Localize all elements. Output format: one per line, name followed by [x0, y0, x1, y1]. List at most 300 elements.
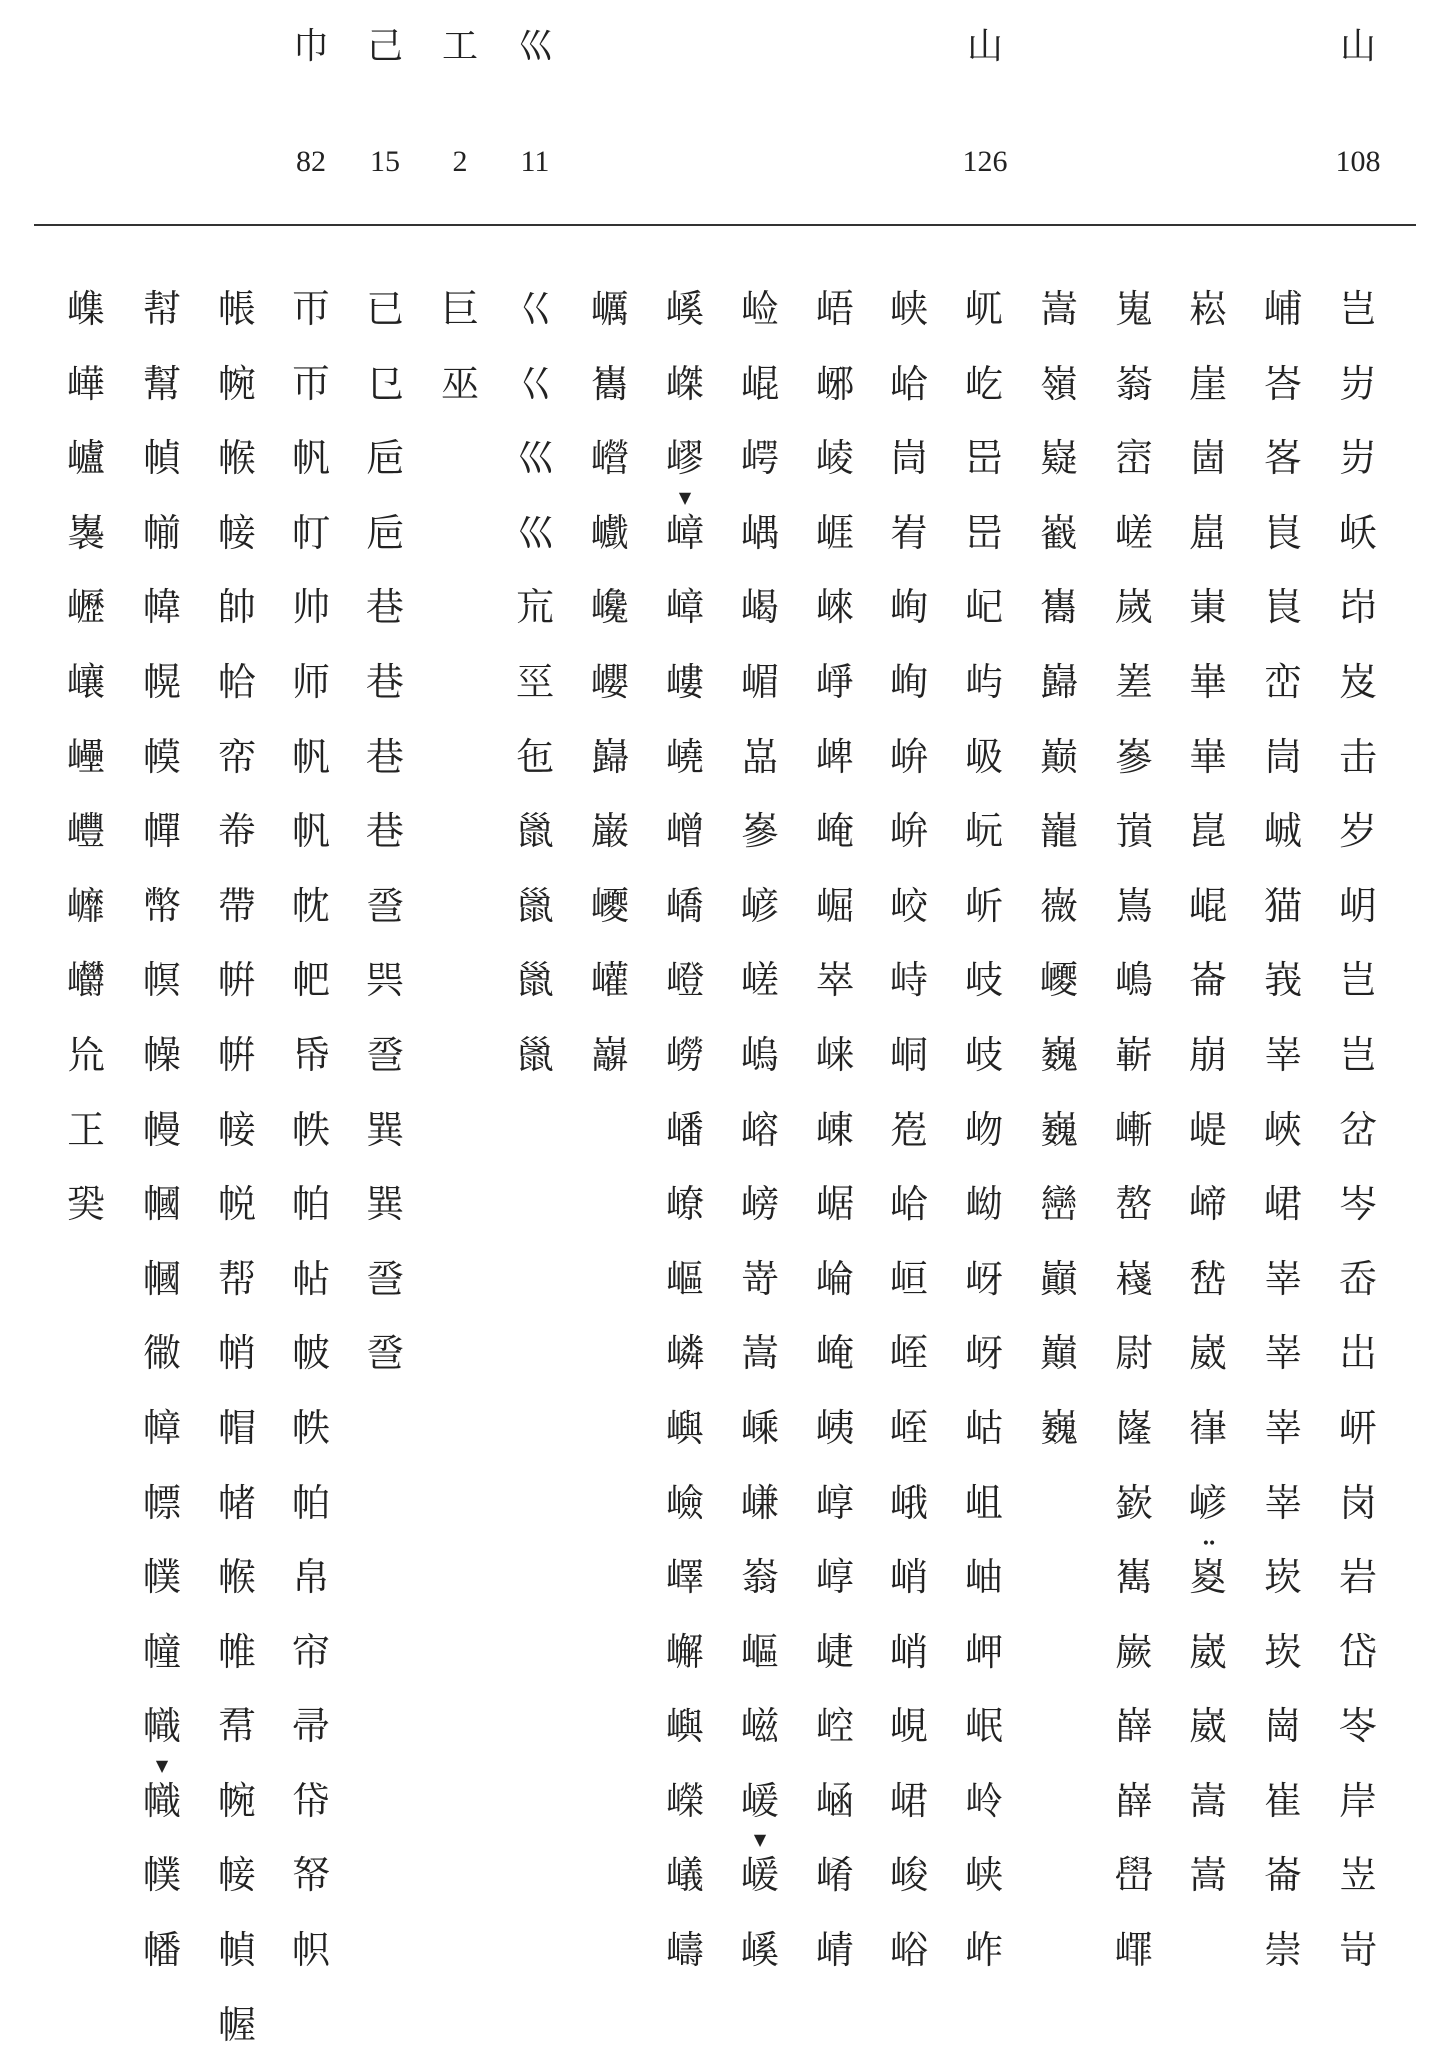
char-cell: 崍 — [815, 585, 854, 630]
char-cell: 帕 — [291, 1480, 330, 1525]
char-cell: 峟 — [889, 510, 928, 555]
char-cell: 崬 — [1188, 585, 1227, 630]
char-cell: 嶭 — [1114, 1778, 1153, 1823]
char-cell: 幗 — [142, 1256, 181, 1301]
char-cell: 嵗 — [1114, 585, 1153, 630]
char-cell: 帣 — [217, 809, 256, 854]
char-cell: 岦 — [1338, 1853, 1377, 1898]
char-cell: 峧 — [889, 883, 928, 928]
char-cell: 岔 — [1338, 1107, 1377, 1152]
char-cell: 峷 — [1263, 1256, 1302, 1301]
char-cell: 崼 — [1188, 1107, 1227, 1152]
char-cell: 帀 — [291, 361, 330, 406]
char-cell: 幢 — [142, 1629, 181, 1674]
char-cell: 嶐 — [1114, 1405, 1153, 1450]
char-cell: 帎 — [291, 883, 330, 928]
char-cell: 嶓 — [665, 1107, 704, 1152]
char-cell: 帆 — [291, 809, 330, 854]
char-cell: 巽 — [365, 1182, 404, 1227]
char-cell: 崫 — [1188, 510, 1227, 555]
char-cell: 嶝 — [665, 958, 704, 1003]
char-column — [720, 272, 800, 1988]
char-cell: 帆 — [291, 436, 330, 481]
char-cell: 嶅 — [1114, 1182, 1153, 1227]
char-cell: 嶃 — [1114, 1107, 1153, 1152]
char-cell: 巹 — [365, 883, 404, 928]
char-cell: 崋 — [1188, 659, 1227, 704]
char-cell: 峮 — [1263, 1182, 1302, 1227]
char-cell: 屺 — [964, 585, 1003, 630]
char-cell: 崙 — [1188, 958, 1227, 1003]
char-cell: 幫 — [142, 361, 181, 406]
char-cell: 帳 — [217, 287, 256, 331]
char-cell: 嶠 — [665, 883, 704, 928]
char-cell: 峩 — [1263, 958, 1302, 1003]
char-cell: 幃 — [142, 585, 181, 630]
char-cell: 帘 — [291, 1629, 330, 1674]
char-cell: 帶 — [217, 883, 256, 928]
char-column — [1019, 272, 1099, 1466]
char-cell: 崑 — [1188, 809, 1227, 854]
char-cell: 崖 — [1188, 361, 1227, 406]
char-cell: 嶙 — [665, 1331, 704, 1376]
char-cell: 帮 — [217, 1256, 256, 1301]
char-cell: 嵓 — [740, 734, 779, 779]
char-cell: 巀 — [1039, 510, 1078, 555]
char-column — [420, 272, 500, 421]
char-cell: 巹 — [365, 1256, 404, 1301]
char-column — [1168, 272, 1248, 1913]
char-cell: 嶸 — [665, 1778, 704, 1823]
char-cell: 岬 — [964, 1629, 1003, 1674]
char-cell: 帟 — [217, 734, 256, 779]
char-cell: 帛 — [291, 1555, 330, 1600]
char-cell: 帵 — [217, 1778, 256, 1823]
char-cell: 巍 — [1039, 1107, 1078, 1152]
char-cell: 岌 — [1338, 659, 1377, 704]
radical-char: 巛 — [516, 26, 553, 67]
char-cell: 巔 — [1039, 1331, 1078, 1376]
char-cell: 屿 — [964, 659, 1003, 704]
char-cell: 岆 — [1338, 510, 1377, 555]
char-cell: 岏 — [964, 809, 1003, 854]
char-cell: 峋 — [889, 659, 928, 704]
char-cell: 帅 — [291, 585, 330, 630]
char-cell: 㔾 — [365, 361, 404, 406]
char-cell: 嵠 — [665, 287, 704, 331]
char-cell: 嶹 — [665, 1928, 704, 1973]
char-cell: 岁 — [1338, 809, 1377, 854]
char-cell: 崃 — [815, 1032, 854, 1077]
char-column — [46, 272, 126, 1242]
char-cell: 嶼 — [665, 1704, 704, 1749]
char-cell: 帿 — [217, 436, 256, 481]
char-cell: 巎 — [590, 883, 629, 928]
char-cell: 猫 — [1263, 883, 1302, 928]
char-cell: 幀 — [217, 1928, 256, 1973]
char-column — [1243, 272, 1323, 1988]
char-cell: 峉 — [1263, 436, 1302, 481]
char-cell: 崴 — [1188, 1331, 1227, 1376]
char-cell: 岨 — [964, 1480, 1003, 1525]
char-cell: 幛 — [142, 1405, 181, 1450]
char-column — [122, 272, 202, 1988]
char-cell: 㠧 — [66, 883, 105, 928]
char-cell: 幙 — [142, 734, 181, 779]
char-cell: 嵩 — [1039, 287, 1078, 331]
char-cell: 崮 — [1188, 436, 1227, 481]
char-cell: 幎 — [142, 958, 181, 1003]
char-cell: 峘 — [889, 1256, 928, 1301]
char-cell: 峭 — [889, 1555, 928, 1600]
char-cell: 幀 — [142, 436, 181, 481]
char-cell: 岐 — [964, 1032, 1003, 1077]
char-cell: 嶧 — [665, 1555, 704, 1600]
radical-char: 山 — [1339, 26, 1376, 67]
radical-char: 山 — [966, 26, 1003, 67]
char-cell: 嵰 — [740, 1480, 779, 1525]
char-cell: 屹 — [964, 361, 1003, 406]
char-cell: 嶛 — [665, 1182, 704, 1227]
char-cell: 崐 — [1188, 883, 1227, 928]
char-cell: 峞 — [889, 1107, 928, 1152]
char-cell: 巆 — [590, 436, 629, 481]
char-cell: 峮 — [889, 1778, 928, 1823]
char-cell: 㡐 — [142, 510, 181, 555]
char-cell: 巐 — [590, 1032, 629, 1077]
char-cell: 嵃 — [1188, 1480, 1227, 1525]
radical-char: 工 — [441, 26, 478, 67]
radical-char: 巾 — [292, 26, 329, 67]
char-cell: 嶇 — [665, 1256, 704, 1301]
char-cell: 嵂 — [1188, 1405, 1227, 1450]
char-cell: 崄 — [740, 287, 779, 331]
char-cell: ▼ 嵈 — [720, 1838, 800, 1913]
char-column — [495, 272, 575, 1093]
char-cell: 崠 — [815, 1107, 854, 1152]
char-cell: 巍 — [1039, 1032, 1078, 1077]
char-cell: 嶂 — [665, 585, 704, 630]
char-cell: 巎 — [1039, 958, 1078, 1003]
char-cell: 巏 — [590, 958, 629, 1003]
char-cell: 嶶 — [1039, 883, 1078, 928]
char-cell: 巷 — [365, 659, 404, 704]
char-cell: 帥 — [217, 585, 256, 630]
char-cell: 崈 — [1114, 436, 1153, 481]
char-cell: 屼 — [964, 287, 1003, 331]
char-cell: 巹 — [365, 1032, 404, 1077]
char-cell: 嶌 — [1114, 883, 1153, 928]
char-cell: 嵎 — [740, 510, 779, 555]
char-cell: 巌 — [590, 809, 629, 854]
char-cell: 巤 — [515, 883, 554, 928]
char-cell: 峙 — [889, 958, 928, 1003]
char-cell: 巵 — [365, 510, 404, 555]
char-column — [645, 272, 725, 1988]
char-cell: 岋 — [964, 734, 1003, 779]
char-cell: 嶁 — [665, 659, 704, 704]
char-cell: 峅 — [889, 734, 928, 779]
char-cell: 崧 — [1188, 287, 1227, 331]
char-cell: 崇 — [1263, 1928, 1302, 1973]
radical-char: 己 — [366, 26, 403, 67]
char-cell: 幗 — [142, 1182, 181, 1227]
char-cell: 巷 — [365, 809, 404, 854]
char-cell: 崕 — [815, 510, 854, 555]
char-cell: 嵿 — [1114, 809, 1153, 854]
char-cell: 击 — [1338, 734, 1377, 779]
char-cell: 嶵 — [1114, 1928, 1153, 1973]
char-cell: 帒 — [291, 1778, 330, 1823]
char-cell: 峷 — [1263, 1405, 1302, 1450]
char-cell: 岷 — [964, 1704, 1003, 1749]
char-cell: 峆 — [889, 1182, 928, 1227]
char-cell: 巷 — [365, 734, 404, 779]
char-cell: 嶡 — [1114, 1629, 1153, 1674]
char-cell: 帆 — [291, 734, 330, 779]
radical-count: 108 — [1335, 145, 1381, 178]
char-cell: 巤 — [515, 1032, 554, 1077]
char-cell: 巷 — [365, 585, 404, 630]
radical-count: 11 — [520, 145, 550, 178]
char-cell: 巹 — [365, 1331, 404, 1376]
char-cell: 嶼 — [665, 1405, 704, 1450]
char-cell: 㠪 — [66, 1107, 105, 1152]
char-cell: 嶄 — [1114, 1032, 1153, 1077]
char-cell: •• 嵏 — [1168, 1540, 1248, 1615]
char-cell: 嵈 — [740, 1778, 779, 1823]
char-cell: 帚 — [291, 1704, 330, 1749]
char-cell: 崩 — [1188, 1032, 1227, 1077]
char-cell: 嶰 — [665, 1629, 704, 1674]
radical-count: 2 — [452, 145, 468, 178]
char-cell: ▼ 幟 — [122, 1764, 202, 1839]
char-cell: 岍 — [1338, 1405, 1377, 1450]
char-cell: 巛 — [515, 436, 554, 481]
char-cell: 嵡 — [740, 1555, 779, 1600]
char-cell: 岃 — [1338, 361, 1377, 406]
radical-count: 82 — [296, 145, 326, 178]
char-cell: 帖 — [291, 1256, 330, 1301]
char-cell: 岩 — [1338, 1555, 1377, 1600]
char-cell: 峷 — [1263, 1032, 1302, 1077]
char-cell: 㠎 — [66, 287, 105, 331]
char-cell: 㠫 — [66, 1182, 105, 1227]
char-cell: 嵯 — [740, 958, 779, 1003]
char-cell: 岈 — [964, 1256, 1003, 1301]
char-cell: 嶘 — [1114, 1256, 1153, 1301]
char-cell: 岭 — [964, 1778, 1003, 1823]
char-cell: 岗 — [1338, 1480, 1377, 1525]
char-cell: 嶢 — [665, 734, 704, 779]
char-cell: 嵋 — [740, 659, 779, 704]
char-cell: 峝 — [889, 436, 928, 481]
char-cell: 帽 — [217, 1405, 256, 1450]
char-cell: 嵭 — [740, 1182, 779, 1227]
char-cell: 帋 — [291, 1032, 330, 1077]
char-cell: 嶭 — [1114, 1704, 1153, 1749]
char-cell: 巃 — [1039, 809, 1078, 854]
char-cell: 峎 — [1263, 585, 1302, 630]
char-cell: 崔 — [1263, 1778, 1302, 1823]
char-cell: 岵 — [964, 1405, 1003, 1450]
char-column — [1094, 272, 1174, 1988]
char-cell: 帵 — [217, 361, 256, 406]
char-cell: 巤 — [515, 958, 554, 1003]
char-cell: 嵑 — [740, 585, 779, 630]
char-cell: 嵨 — [740, 1032, 779, 1077]
char-cell: 嵬 — [1114, 287, 1153, 331]
char-cell: 峷 — [1263, 1331, 1302, 1376]
char-cell: 岸 — [1338, 1778, 1377, 1823]
char-cell: 崦 — [815, 809, 854, 854]
char-cell: 崚 — [815, 436, 854, 481]
char-cell: 㠣 — [66, 585, 105, 630]
char-cell: 崗 — [1263, 1704, 1302, 1749]
char-cell: 峡 — [964, 1853, 1003, 1898]
char-cell: 幄 — [217, 2002, 256, 2047]
char-cell: 㠤 — [66, 659, 105, 704]
char-cell: 崆 — [815, 1704, 854, 1749]
char-cell: 帑 — [291, 1853, 330, 1898]
char-cell: 峴 — [889, 1704, 928, 1749]
char-cell: 巟 — [515, 585, 554, 630]
char-cell: 岫 — [964, 1555, 1003, 1600]
char-cell: 岞 — [964, 1928, 1003, 1973]
char-cell: 峓 — [815, 1405, 854, 1450]
char-cell: 幑 — [142, 1331, 181, 1376]
char-cell: 崿 — [740, 436, 779, 481]
char-cell: 峻 — [889, 1853, 928, 1898]
char-cell: 巂 — [590, 361, 629, 406]
char-cell: 峭 — [889, 1629, 928, 1674]
char-cell: 峅 — [889, 809, 928, 854]
char-cell: 崡 — [815, 1778, 854, 1823]
char-cell: 岊 — [964, 510, 1003, 555]
char-cell: 崹 — [1188, 1182, 1227, 1227]
char-cell: 幟 — [142, 1704, 181, 1749]
char-cell: 帔 — [291, 1331, 330, 1376]
char-cell: 崤 — [815, 1853, 854, 1898]
char-cell: 崙 — [1263, 1853, 1302, 1898]
char-cell: 嵾 — [1114, 734, 1153, 779]
char-column — [197, 272, 277, 2062]
char-cell: 嶒 — [665, 809, 704, 854]
char-cell: ▼ 嶂 — [645, 496, 725, 571]
char-cell: 嵫 — [740, 1704, 779, 1749]
char-cell: 嶺 — [1039, 361, 1078, 406]
char-cell: 㠢 — [66, 510, 105, 555]
char-cell: 嶇 — [740, 1629, 779, 1674]
char-cell: 幡 — [142, 1928, 181, 1973]
char-cell: 巫 — [440, 361, 479, 406]
char-cell: 嵆 — [1188, 1256, 1227, 1301]
char-cell: 岑 — [1338, 1182, 1377, 1227]
char-cell: 帹 — [217, 1853, 256, 1898]
char-cell: 巛 — [515, 510, 554, 555]
char-cell: 帩 — [217, 1331, 256, 1376]
char-cell: 巺 — [365, 958, 404, 1003]
char-cell: 尉 — [1114, 1331, 1153, 1376]
char-cell: 幇 — [142, 287, 181, 331]
char-cell: 㠏 — [66, 361, 105, 406]
char-cell: 崝 — [815, 1928, 854, 1973]
char-cell: 崴 — [1188, 1629, 1227, 1674]
char-cell: 巁 — [590, 287, 629, 331]
char-cell: 嶨 — [1114, 1853, 1153, 1898]
char-cell: 崴 — [1188, 1704, 1227, 1749]
char-cell: 嵩 — [740, 1331, 779, 1376]
char-column — [271, 272, 351, 1988]
char-cell: 嵜 — [740, 1256, 779, 1301]
char-cell: 幧 — [142, 1032, 181, 1077]
char-cell: 师 — [291, 659, 330, 704]
char-cell: 㠥 — [66, 734, 105, 779]
char-cell: 嵯 — [1114, 510, 1153, 555]
char-cell: 岀 — [1338, 1331, 1377, 1376]
char-cell: 嶲 — [1114, 1555, 1153, 1600]
char-cell: 巤 — [515, 809, 554, 854]
char-cell: 峎 — [1263, 510, 1302, 555]
char-cell: 巠 — [515, 659, 554, 704]
char-cell: 帢 — [217, 659, 256, 704]
char-cell: 嶬 — [665, 1853, 704, 1898]
char-cell: 幔 — [142, 1107, 181, 1152]
char-cell: 嶋 — [1114, 958, 1153, 1003]
char-cell: 帹 — [217, 510, 256, 555]
char-cell: 峆 — [889, 361, 928, 406]
char-cell: 巓 — [1039, 1256, 1078, 1301]
char-cell: 嵺 — [665, 436, 704, 481]
char-cell: 峿 — [815, 287, 854, 331]
char-cell: 幖 — [142, 1480, 181, 1525]
char-cell: 帲 — [217, 1032, 256, 1077]
char-cell: 巇 — [590, 510, 629, 555]
char-cell: 㠨 — [66, 958, 105, 1003]
char-cell: 已 — [365, 287, 404, 331]
char-cell: 崞 — [815, 1555, 854, 1600]
char-cell: 崛 — [815, 883, 854, 928]
char-cell: 崐 — [740, 361, 779, 406]
char-cell: 岊 — [964, 436, 1003, 481]
char-cell: 峷 — [1263, 1480, 1302, 1525]
char-cell: 帲 — [217, 958, 256, 1003]
char-cell: 峸 — [1263, 809, 1302, 854]
char-cell: 峫 — [815, 361, 854, 406]
char-cell: 嵾 — [740, 809, 779, 854]
char-cell: 巊 — [590, 659, 629, 704]
char-cell: 巜 — [515, 361, 554, 406]
char-cell: 峪 — [889, 1928, 928, 1973]
char-cell: 帕 — [291, 1182, 330, 1227]
char-cell: 幣 — [142, 883, 181, 928]
char-cell: 帿 — [217, 1555, 256, 1600]
char-column — [1318, 272, 1398, 1988]
char-cell: 岇 — [1338, 585, 1377, 630]
char-cell: 巒 — [1039, 1182, 1078, 1227]
char-cell: 岉 — [964, 1107, 1003, 1152]
char-cell: 巅 — [1039, 734, 1078, 779]
char-cell: 幞 — [142, 1853, 181, 1898]
char-cell: 巋 — [1039, 659, 1078, 704]
char-cell: 帙 — [291, 1107, 330, 1152]
char-cell: 㠠 — [66, 436, 105, 481]
char-cell: 巋 — [590, 734, 629, 779]
char-cell: 巵 — [365, 436, 404, 481]
char-cell: 帄 — [291, 510, 330, 555]
char-column — [795, 272, 875, 1988]
char-cell: 帨 — [217, 1182, 256, 1227]
